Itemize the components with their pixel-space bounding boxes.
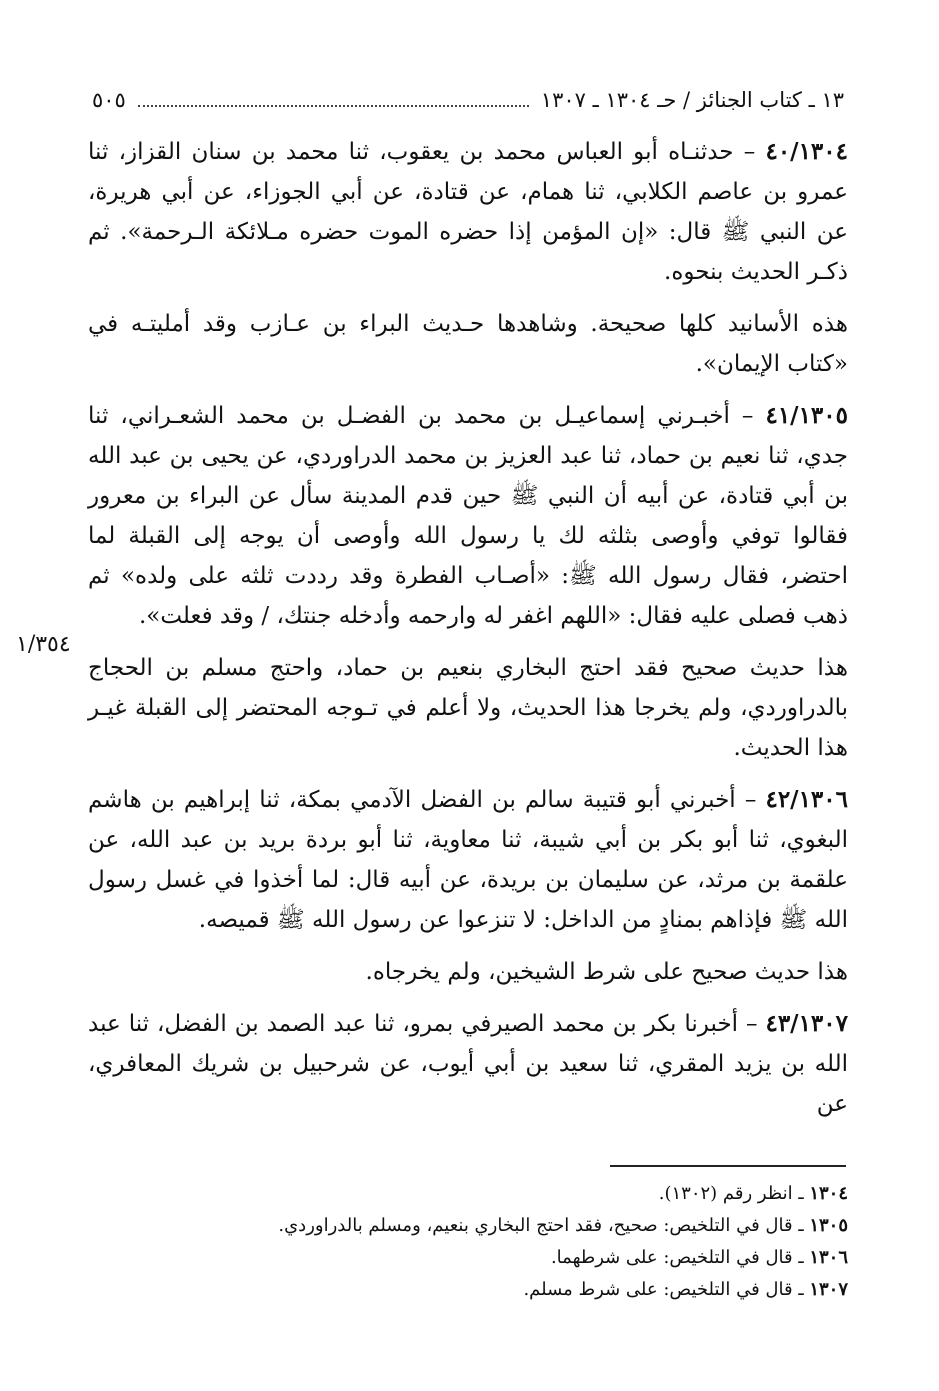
page-number: ٥٠٥: [92, 88, 126, 112]
hadith-text: – أخبرني أبو قتيبة سالم بن الفضل الآدمي بمكة، ثنا إبراهيم بن هاشم البغوي، ثنا أبو بكر بن أبي شيبة، ثنا معاوية، ثنا أبو بردة بريد بن عبد الله، عن علقمة بن مرثد، عن سليمان بن بريدة، عن أبيه قال: لما أخذوا في غسل رسول الله ﷺ فإذاهم بمنادٍ من الداخل: لا تنزعوا عن رسول الله ﷺ قميصه.: [88, 787, 848, 933]
hadith-number: ٤٠/١٣٠٤: [765, 138, 848, 165]
hadith-paragraph: [88, 132, 848, 292]
footnote-number: ١٣٠٤: [809, 1183, 848, 1204]
footnote-number: ١٣٠٧: [809, 1279, 848, 1300]
hadith-text: – حدثنـاه أبو العباس محمد بن يعقوب، ثنا محمد بن سنان القزاز، ثنا عمرو بن عاصم الكلابي، ثنا همام، عن قتادة، عن أبي الجوزاء، عن أبي هريرة، عن النبي ﷺ قال: «إن المؤمن إذا حضره الموت حضره مـلائكة الـرحمة». ثم ذكـر الحديث بنحوه.: [88, 139, 848, 285]
footnote-number: ١٣٠٦: [809, 1247, 848, 1268]
footnote-text: ـ قال في التلخيص: صحيح، فقد احتج البخاري بنعيم، ومسلم بالدراوردي.: [278, 1215, 810, 1236]
hadith-paragraph: [88, 396, 848, 636]
main-text: [88, 132, 848, 1136]
commentary-text: هذا حديث صحيح فقد احتج البخاري بنعيم بن حماد، واحتج مسلم بن الحجاج بالدراوردي، ولم يخرجا هذا الحديث، ولا أعلم في تـوجه المحتضر إلى القبلة غيـر هذا الحديث.: [88, 655, 848, 761]
footnote-text: ـ قال في التلخيص: على شرط مسلم.: [523, 1279, 810, 1300]
hadith-number: ٤١/١٣٠٥: [765, 402, 848, 429]
hadith-paragraph: [88, 780, 848, 940]
hadith-text: – أخبـرني إسماعيـل بن محمد بن الفضـل بن محمد الشعـراني، ثنا جدي، ثنا نعيم بن حماد، ثنا عبد العزيز بن محمد الدراوردي، عن يحيى بن عبد الله بن أبي قتادة، عن أبيه أن النبي ﷺ حين قدم المدينة سأل عن البراء بن معرور فقالوا توفي وأوصى بثلثه لك يا رسول الله وأوصى أن يوجه إلى القبلة لما احتضر، فقال رسول الله ﷺ: «أصـاب الفطرة وقد رددت ثلثه على ولده» ثم ذهب فصلى عليه فقال: «اللهم اغفر له وارحمه وأدخله جنتك، / وقد فعلت».: [88, 403, 848, 629]
running-head: [92, 82, 844, 118]
footnote-text: ـ قال في التلخيص: على شرطهما.: [550, 1247, 810, 1268]
commentary-paragraph: [88, 648, 848, 768]
footnote: [88, 1210, 848, 1242]
footnote-text: ـ انظر رقم (١٣٠٢).: [658, 1183, 810, 1204]
footnote: [88, 1274, 848, 1306]
chapter-title: ١٣ ـ كتاب الجنائز / حـ ١٣٠٤ ـ ١٣٠٧: [540, 88, 844, 112]
hadith-number: ٤٣/١٣٠٧: [765, 1010, 848, 1037]
footnote-separator: [610, 1165, 846, 1167]
commentary-text: هذه الأسانيد كلها صحيحة. وشاهدها حـديث البراء بن عـازب وقد أمليتـه في «كتاب الإيمان».: [88, 311, 848, 377]
dot-leader: [138, 93, 529, 107]
footnote: [88, 1242, 848, 1274]
hadith-text: – أخبرنا بكر بن محمد الصيرفي بمرو، ثنا عبد الصمد بن الفضل، ثنا عبد الله بن يزيد المقري، ثنا سعيد بن أبي أيوب، عن شرحبيل بن شريك المعافري، عن: [88, 1011, 848, 1117]
footnote: [88, 1178, 848, 1210]
hadith-paragraph: [88, 1004, 848, 1124]
commentary-text: هذا حديث صحيح على شرط الشيخين، ولم يخرجاه.: [365, 959, 848, 985]
margin-reference: ١/٣٥٤: [16, 632, 71, 657]
footnotes: [88, 1178, 848, 1306]
commentary-paragraph: [88, 304, 848, 384]
hadith-number: ٤٢/١٣٠٦: [765, 786, 848, 813]
commentary-paragraph: [88, 952, 848, 992]
footnote-number: ١٣٠٥: [809, 1215, 848, 1236]
